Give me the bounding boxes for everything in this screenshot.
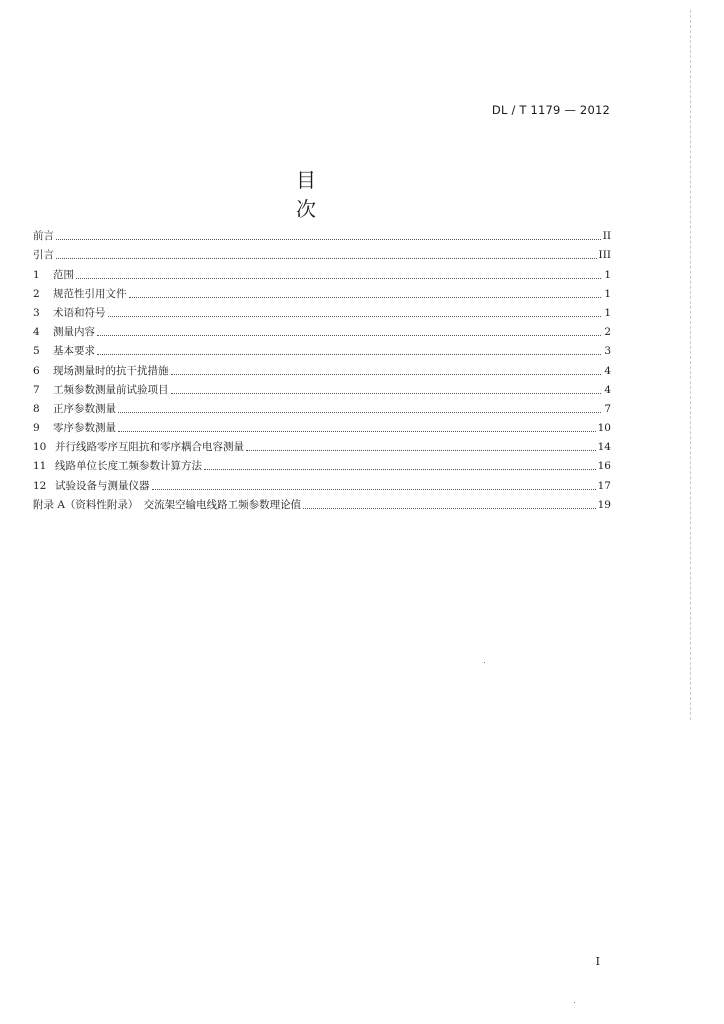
toc-page: 3 <box>604 345 611 358</box>
toc-page: II <box>602 230 611 243</box>
standard-code: DL / T 1179 — 2012 <box>491 103 610 117</box>
toc-page: 17 <box>597 479 611 492</box>
toc-leader-dots <box>118 411 601 413</box>
toc-entry-appendix-a[interactable] <box>33 493 611 512</box>
toc-number: 4 <box>33 326 40 339</box>
toc-page: 1 <box>604 306 611 319</box>
toc-entry-6[interactable] <box>33 358 611 377</box>
scan-edge-line <box>690 10 691 720</box>
toc-label: 零序参数测量 <box>53 422 116 435</box>
toc-entry-foreword[interactable] <box>33 224 611 243</box>
toc-leader-dots <box>204 468 596 470</box>
toc-entry-5[interactable] <box>33 339 611 358</box>
toc-number: 12 <box>33 479 47 492</box>
toc-number: 8 <box>33 402 40 415</box>
toc-label: 线路单位长度工频参数计算方法 <box>55 460 202 473</box>
toc-label: 前言 <box>33 230 54 243</box>
toc-label: 并行线路零序互阻抗和零序耦合电容测量 <box>55 441 244 454</box>
toc-entry-8[interactable] <box>33 397 611 416</box>
page-number: I <box>595 955 600 968</box>
toc-leader-dots <box>303 507 595 509</box>
toc-entry-3[interactable] <box>33 301 611 320</box>
toc-label: 现场测量时的抗干扰措施 <box>53 364 169 377</box>
toc-page: 19 <box>597 498 611 511</box>
toc-page: 2 <box>604 326 611 339</box>
toc-entry-11[interactable] <box>33 454 611 473</box>
scan-speck <box>484 662 485 663</box>
toc-leader-dots <box>246 449 596 451</box>
toc-label: 附录 A（资料性附录） 交流架空输电线路工频参数理论值 <box>33 498 302 511</box>
toc-entry-1[interactable] <box>33 262 611 281</box>
toc-label: 测量内容 <box>53 326 95 339</box>
toc-label: 术语和符号 <box>53 306 106 319</box>
toc-leader-dots <box>171 373 602 375</box>
toc-leader-dots <box>97 353 601 355</box>
table-of-contents <box>33 224 611 512</box>
toc-number: 3 <box>33 306 40 319</box>
toc-label: 基本要求 <box>53 345 95 358</box>
toc-entry-12[interactable] <box>33 473 611 492</box>
page-title: 目 次 <box>296 168 412 221</box>
toc-number: 10 <box>33 441 47 454</box>
toc-page: 1 <box>604 287 611 300</box>
toc-leader-dots <box>76 277 601 279</box>
toc-label: 引言 <box>33 249 54 262</box>
toc-leader-dots <box>152 488 596 490</box>
toc-label: 工频参数测量前试验项目 <box>53 383 169 396</box>
toc-entry-2[interactable] <box>33 282 611 301</box>
toc-page: 7 <box>604 402 611 415</box>
toc-leader-dots <box>171 392 602 394</box>
toc-label: 范围 <box>53 268 74 281</box>
toc-number: 9 <box>33 422 40 435</box>
toc-label: 规范性引用文件 <box>53 287 127 300</box>
toc-number: 6 <box>33 364 40 377</box>
toc-page: III <box>598 249 611 262</box>
toc-label: 正序参数测量 <box>53 402 116 415</box>
toc-entry-introduction[interactable] <box>33 243 611 262</box>
toc-page: 4 <box>604 364 611 377</box>
toc-number: 7 <box>33 383 40 396</box>
toc-entry-10[interactable] <box>33 435 611 454</box>
toc-page: 1 <box>604 268 611 281</box>
toc-leader-dots <box>108 315 602 317</box>
toc-page: 14 <box>597 441 611 454</box>
toc-leader-dots <box>118 430 596 432</box>
toc-entry-4[interactable] <box>33 320 611 339</box>
toc-page: 16 <box>597 460 611 473</box>
toc-label: 试验设备与测量仪器 <box>55 479 150 492</box>
toc-number: 5 <box>33 345 40 358</box>
scan-speck <box>574 1002 575 1003</box>
toc-entry-7[interactable] <box>33 378 611 397</box>
toc-page: 10 <box>597 422 611 435</box>
toc-number: 11 <box>33 460 47 473</box>
toc-entry-9[interactable] <box>33 416 611 435</box>
toc-leader-dots <box>129 296 602 298</box>
toc-leader-dots <box>56 238 601 240</box>
toc-page: 4 <box>604 383 611 396</box>
toc-number: 2 <box>33 287 40 300</box>
toc-number: 1 <box>33 268 40 281</box>
toc-leader-dots <box>56 257 597 259</box>
toc-leader-dots <box>97 334 601 336</box>
